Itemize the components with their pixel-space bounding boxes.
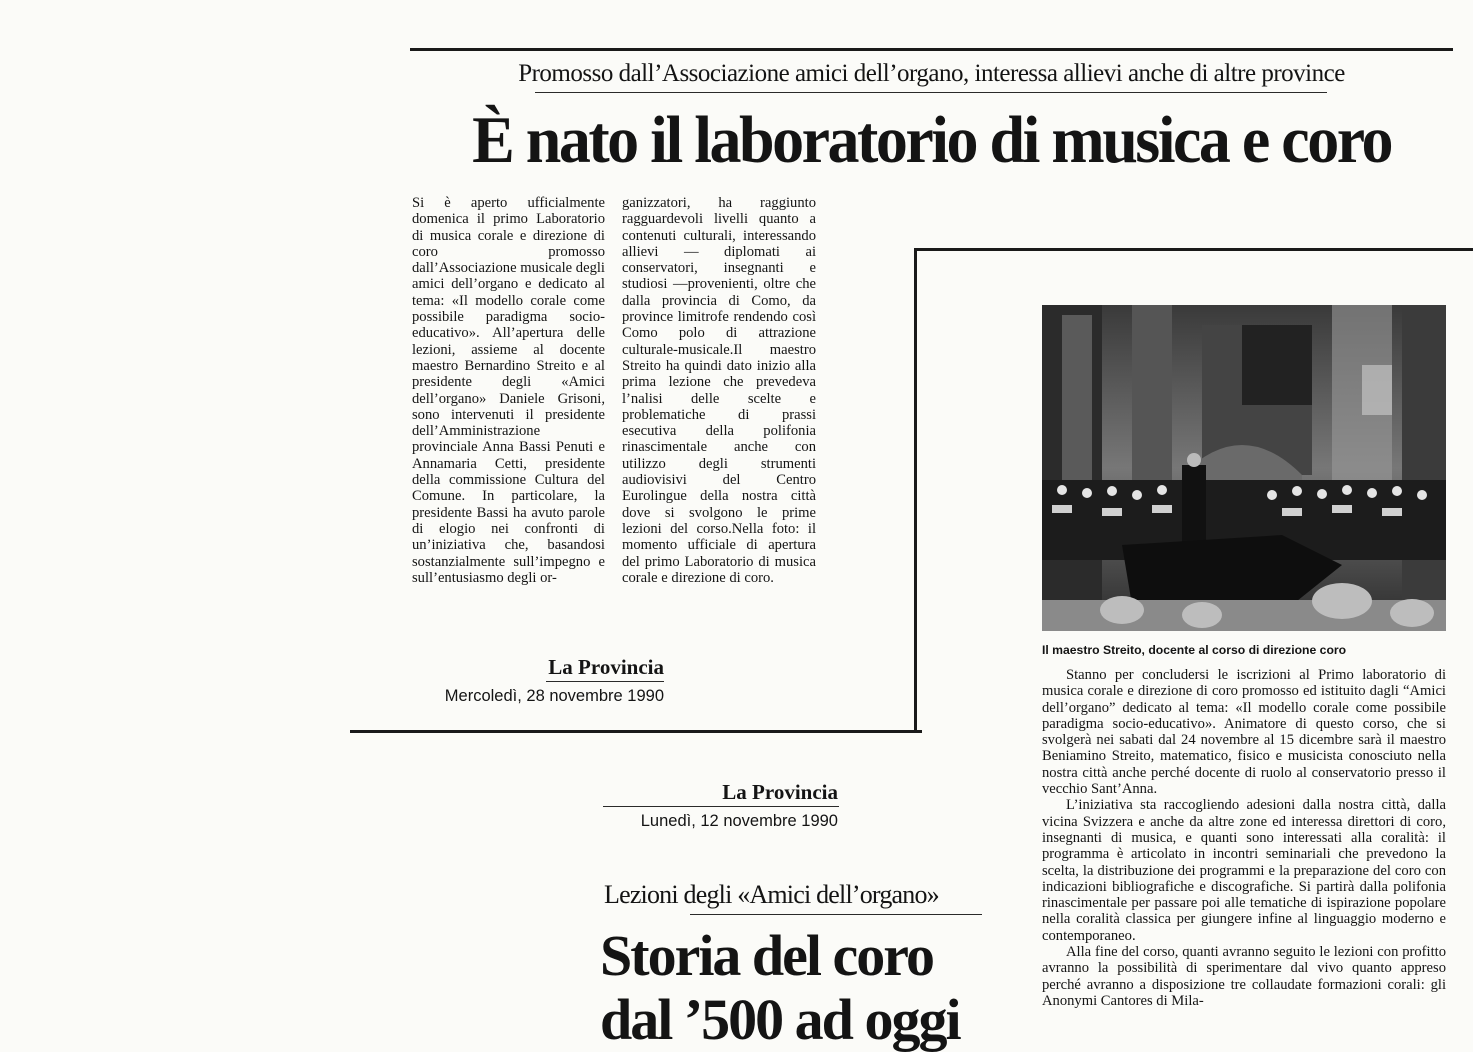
article2-headline	[600, 924, 1020, 1052]
article1-source: La Provincia	[548, 655, 664, 679]
clipping-border-vertical	[914, 248, 917, 733]
article2-paragraph: Stanno per concludersi le iscrizioni al Primo laboratorio di musica corale e direzione di coro promosso ed istituito dagli “Amici dell’organo” dedicato al tema: «Il modello corale come possibile paradigma socio-educativo». Animatore di questo corso, che si svolgerà nei sabati dal 24 novembre al 15 dicembre sarà il maestro Beniamino Streito, matematico, fisico e musicista conosciuto nella nostra città anche perché docente di ruolo al conservatorio presso il vecchio Sant’Anna.	[1042, 667, 1446, 798]
clipping-border-top	[914, 248, 1473, 251]
kicker-underline	[690, 914, 982, 915]
article1-column-2: ganizzatori, ha raggiunto ragguardevoli livelli quanto a contenuti culturali, interessando allievi — diplomati ai conservatori, insegnanti e studiosi —provenienti, oltre che dalla provincia di Como, da province limitrofe rendendo così Como polo di attrazione culturale-musicale.Il maestro Streito ha quindi dato inizio alla prima lezione che prevedeva l’nalisi delle scelte e problematiche di prassi esecutiva della polifonia rinascimentale anche con utilizzo degli strumenti audiovisivi del Centro Eurolingue della nostra città dove si svolgono le prime lezioni del corso.Nella foto: il momento ufficiale di apertura del primo Laboratorio di musica corale e direzione di coro.	[622, 195, 816, 586]
article2-headline-line: Storia del coro	[600, 923, 933, 988]
article2-kicker: Lezioni degli «Amici dell’organo»	[604, 880, 939, 909]
article2-headline-line: dal ’500 ad oggi	[600, 987, 960, 1052]
article2-paragraph: Alla fine del corso, quanti avranno seguito le lezioni con profitto avranno la possibilità di sperimentare dal vivo quanto appreso perché avranno a disposizione tre collaudate formazioni corali: gli Anonymi Cantores di Mila-	[1042, 944, 1446, 1009]
article2-source: La Provincia	[722, 780, 838, 804]
source-underline	[546, 681, 664, 682]
article2-paragraph: L’iniziativa sta raccogliendo adesioni dalla nostra città, dalla vicina Svizzera e anche da altre zone ed interessa direttori di coro, insegnanti di musica, e quanti sono interessati alla coralità: il programma è articolato in incontri seminariali che prevedono la scelta, la distribuzione dei programmi e la preparazione del coro con indicazioni bibliografiche e discografiche. Si partirà dalla polifonia rinascimentale per passare poi alle tematiche di ispirazione popolare nella coralità classica per giungere infine al linguaggio moderno e contemporaneo.	[1042, 797, 1446, 944]
article1-kicker: Promosso dall’Associazione amici dell’organo, interessa allievi anche di altre province	[518, 60, 1345, 87]
article1-column-1: Si è aperto ufficialmente domenica il primo Laboratorio di musica corale e direzione di coro promosso dall’Associazione musicale degli amici dell’organo e dedicato al tema: «Il modello corale come possibile paradigma socio-educativo». All’apertura delle lezioni, assieme al docente maestro Bernardino Streito e al presidente degli «Amici dell’organo» Daniele Grisoni, sono intervenuti il presidente dell’Amministrazione provinciale Anna Bassi Penuti e Annamaria Cetti, presidente della commissione Cultura del Comune. In particolare, la presidente Bassi ha avuto parole di elogio nei confronti di un’iniziativa che, basandosi sostanzialmente sull’impegno e sull’entusiasmo degli or-	[412, 195, 605, 586]
article1-headline: È nato il laboratorio di musica e coro	[472, 102, 1391, 177]
article2-date: Lunedì, 12 novembre 1990	[640, 812, 838, 830]
kicker-underline	[535, 92, 1327, 93]
article1-date: Mercoledì, 28 novembre 1990	[444, 687, 664, 705]
top-rule	[410, 48, 1453, 51]
clipping-border-bottom	[350, 730, 922, 733]
source-underline	[603, 806, 839, 807]
article2-body	[1042, 667, 1446, 1009]
photo-caption: Il maestro Streito, docente al corso di direzione coro	[1042, 643, 1347, 657]
choir-photo-illustration	[1042, 305, 1446, 631]
choir-photo	[1042, 305, 1446, 631]
